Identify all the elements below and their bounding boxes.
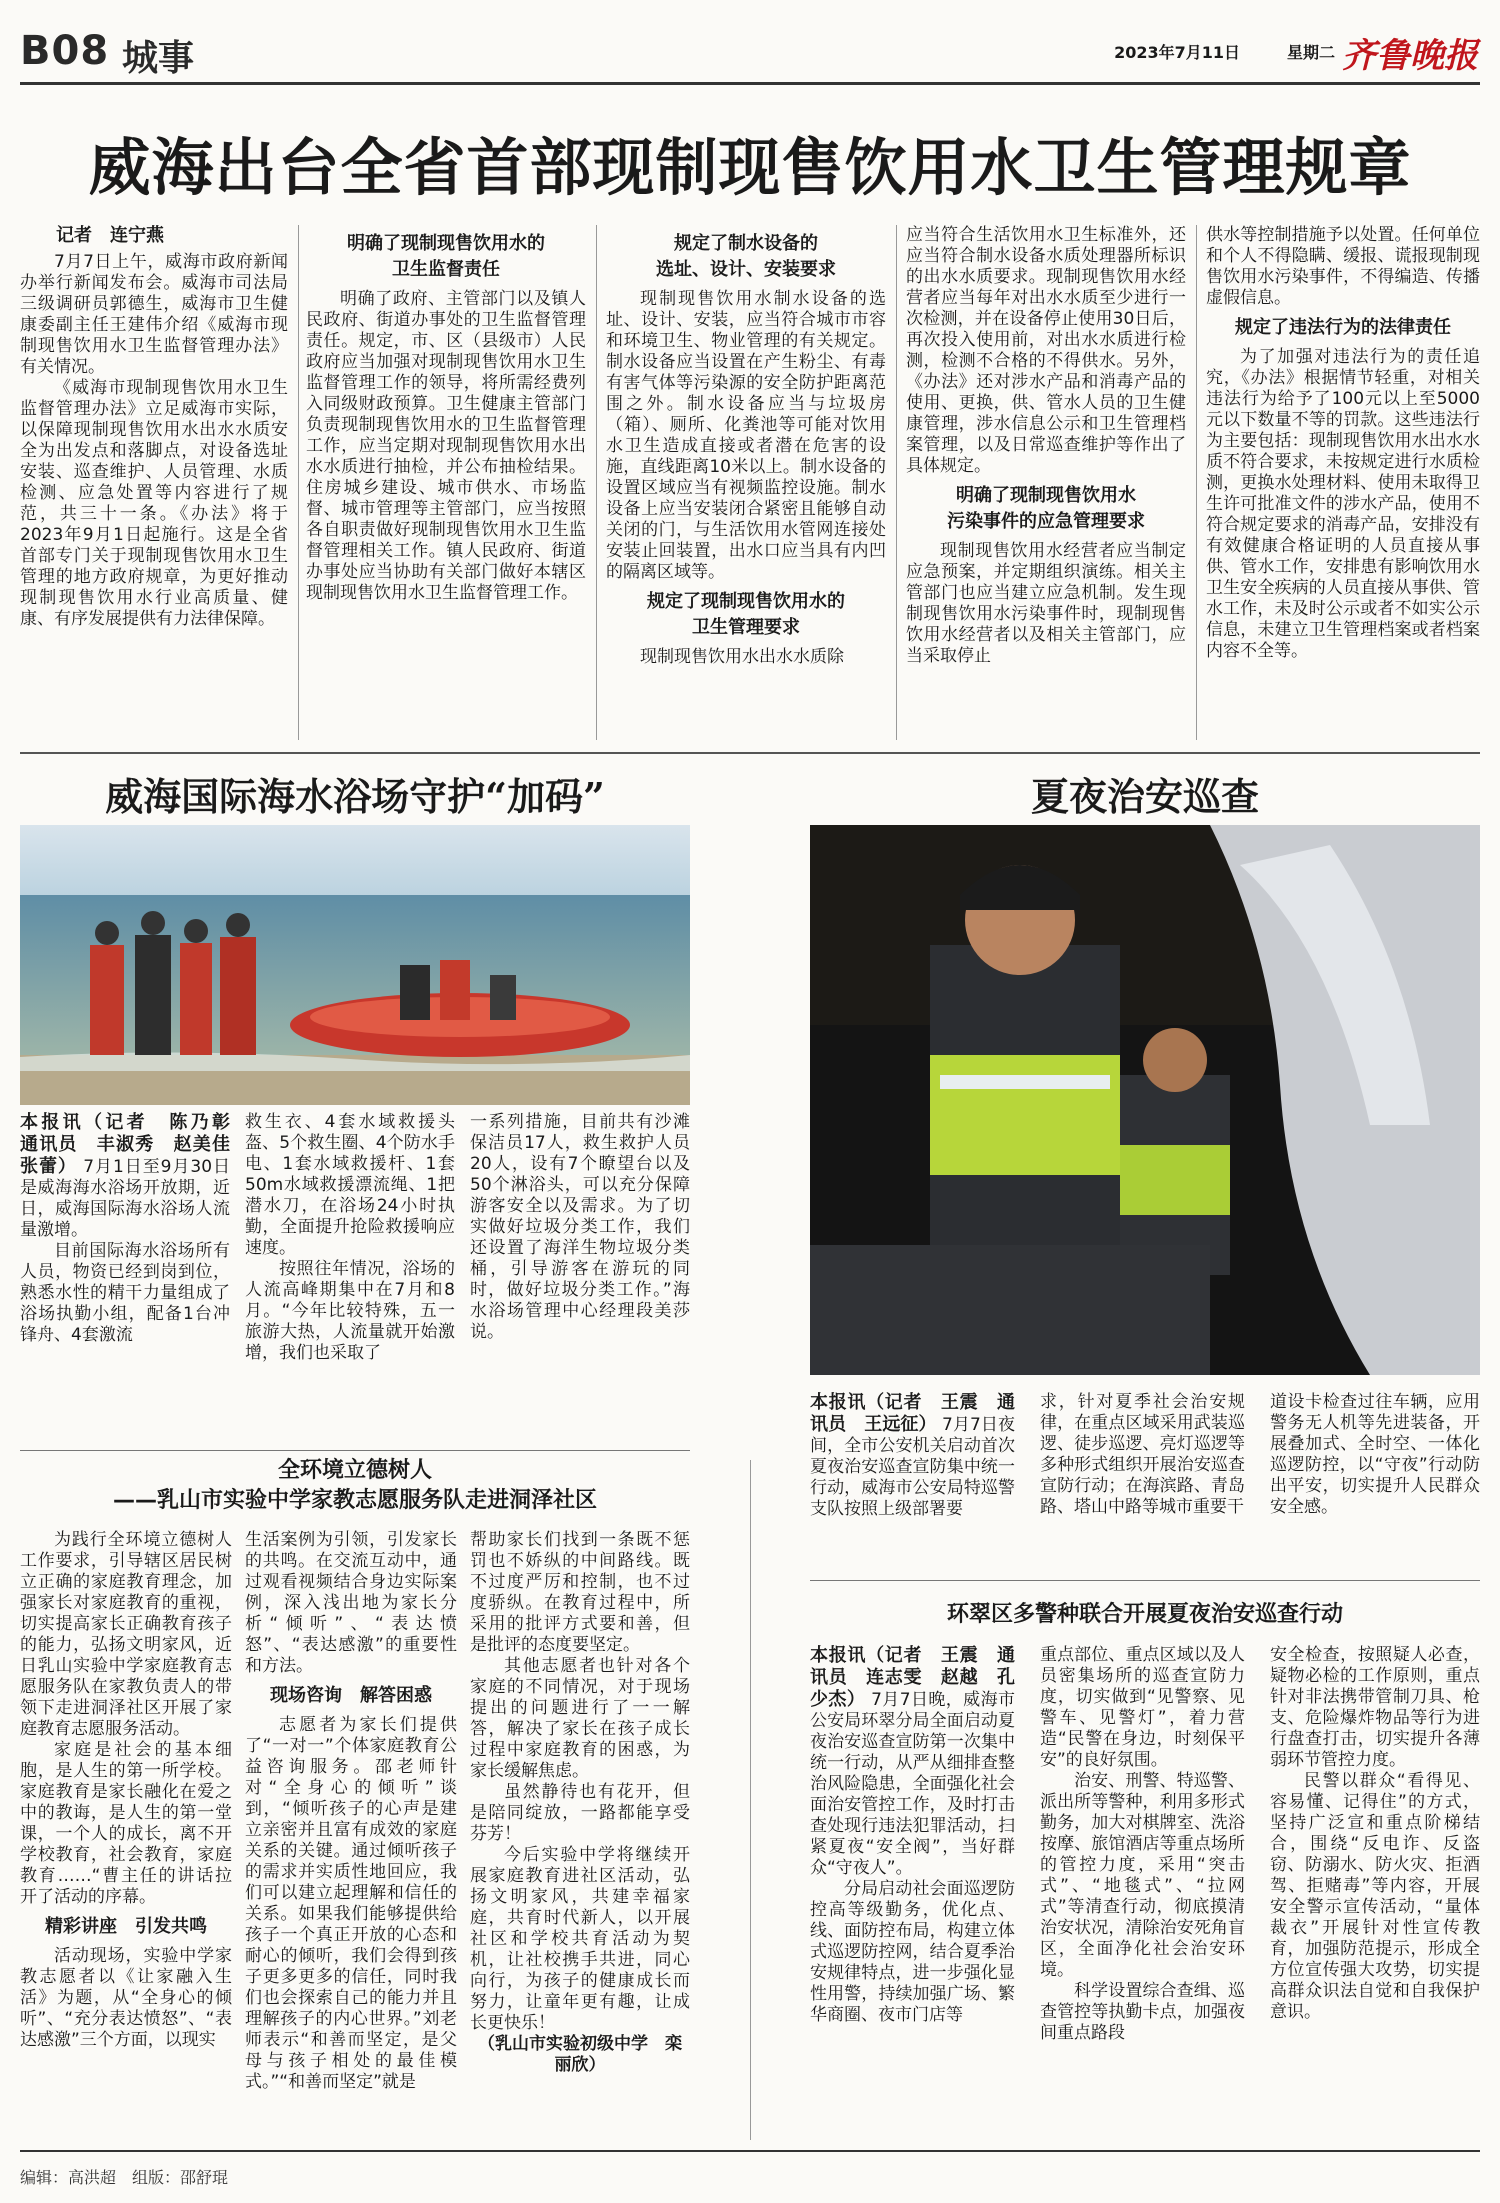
beach-rescue-illustration [20,825,690,1105]
paragraph: 民警以群众“看得见、容易懂、记得住”的方式，坚持广泛宣和重点阶梯结合，围绕“反电诈、反盗窃、防溺水、防火灾、拒酒驾、拒赌毒”等内容，开展安全警示宣传活动，“量体裁衣”开展针对性宣传教育，加强防范提示，形成全方位宣传强大攻势，切实提高群众识法自觉和自我保护意识。 [1270,1771,1480,2022]
paragraph: 救生衣、4套水域救援头盔、5个救生圈、4个防水手电、1套水域救援杆、1套50m水域救援漂流绳、1把潜水刀，在浴场24小时执勤，全面提升抢险救援响应速度。 [245,1112,455,1258]
paragraph: 7月7日上午，威海市政府新闻办举行新闻发布会。威海市司法局三级调研员郭德生，威海市卫生健康委副主任王建伟介绍《威海市现制现售饮用水卫生监督管理办法》有关情况。 [20,252,288,377]
paragraph: 治安、刑警、特巡警、派出所等警种，利用多形式勤务，加大对棋牌室、洗浴按摩、旅馆酒店等重点场所的管控力度，采用“突击式”、“地毯式”、“拉网式”等清查行动，彻底摸清治安状况，清除治安死角盲区，全面净化社会治安环境。 [1040,1771,1245,1980]
column-divider [896,225,897,740]
paragraph: 一系列措施，目前共有沙滩保洁员17人，救生救护人员20人，设有7个瞭望台以及50个淋浴头，可以充分保障游客安全以及需求。为了切实做好垃圾分类工作，我们还设置了海洋生物垃圾分类桶，引导游客在游玩的同时，做好垃圾分类工作。”海水浴场管理中心经理段美莎说。 [470,1112,690,1342]
article1-column-4 [906,225,1186,745]
paragraph: 生活案例为引领，引发家长的共鸣。在交流互动中，通过观看视频结合身边实际案例，深入浅出地为家长分析“倾听”、“表达愤怒”、“表达感激”的重要性和方法。 [245,1530,457,1676]
article5-column-1 [810,1645,1015,2135]
paragraph: 分局启动社会面巡逻防控高等级勤务，优化点、线、面防控布局，构建立体式巡逻防控网，结合夏季治安规律特点，进一步强化显性用警，持续加强广场、繁华商圈、夜市门店等 [810,1879,1015,2025]
paragraph: 家庭是社会的基本细胞，是人生的第一所学校。家庭教育是家长融化在爱之中的教诲，是人生的第一堂课，一个人的成长，离不开学校教育，社会教育，家庭教育……“曹主任的讲话拉开了活动的序幕。 [20,1740,232,1907]
article4-subhead-2: 现场咨询 解答困惑 [270,1685,432,1706]
paragraph: 按照往年情况，浴场的人流高峰期集中在7月和8月。“今年比较特殊，五一旅游大热，人流量就开始激增，我们也采取了 [245,1259,455,1363]
article4-headline-line1: 全环境立德树人 [277,1458,432,1483]
article3-column-1 [810,1392,1015,1592]
paragraph: 现制现售饮用水经营者应当制定应急预案，并定期组织演练。相关主管部门也应当建立应急机制。发生现制现售饮用水污染事件时，现制现售饮用水经营者以及相关主管部门，应当采取停止 [906,541,1186,666]
article1-column-1 [20,225,288,745]
paragraph: 志愿者为家长们提供了“一对一”个体家庭教育公益咨询服务。邵老师针对“全身心的倾听”谈到，“倾听孩子的心声是建立亲密并且富有成效的家庭关系的关键。通过倾听孩子的需求并实质性地回应，我们可以建立起理解和信任的关系。如果我们能够提供给孩子一个真正开放的心态和耐心的倾听，我们会得到孩子更多更多的信任，同时我们也会探索自己的能力并且理解孩子的内心世界。”刘老师表示“和善而坚定，是父母与孩子相处的最佳模式。”“和善而坚定”就是 [245,1715,457,2092]
paragraph: 明确了政府、主管部门以及镇人民政府、街道办事处的卫生监督管理责任。规定，市、区（县级市）人民政府应当加强对现制现售饮用水卫生监督管理工作的领导，将所需经费列入同级财政预算。卫生健康主管部门负责现制现售饮用水的卫生监督管理工作，应当定期对现制现售饮用水出水水质进行抽检，并公布抽检结果。住房城乡建设、城市供水、市场监督、城市管理等主管部门，应当按照各自职责做好现制现售饮用水卫生监督管理相关工作。镇人民政府、街道办事处应当协助有关部门做好本辖区现制现售饮用水卫生监督管理工作。 [306,289,586,603]
article2-column-2 [245,1112,455,1472]
night-patrol-photo [810,825,1480,1375]
article1-subhead-4: 明确了现制现售饮用水 污染事件的应急管理要求 [947,485,1145,532]
article1-column-5 [1206,225,1480,745]
paragraph: 科学设置综合查缉、巡查管控等执勤卡点，加强夜间重点路段 [1040,1981,1245,2043]
paragraph: 道设卡检查过往车辆，应用警务无人机等先进装备，开展叠加式、全时空、一体化巡逻防控，以“守夜”行动防出平安，切实提升人民群众安全感。 [1270,1392,1480,1517]
article4-headline-line2: ——乳山市实验中学家教志愿服务队走进洞泽社区 [112,1488,597,1513]
section-rule [20,1450,690,1451]
article4-column-3 [470,1530,690,2130]
issue-date: 2023年7月11日 [1114,43,1240,62]
newspaper-logo: 齐鲁晚报 [1342,36,1478,76]
article2-headline: 威海国际海水浴场守护“加码” [105,774,605,819]
main-headline: 威海出台全省首部现制现售饮用水卫生管理规章 [88,131,1412,204]
editor-credits: 编辑：高洪超 组版：邵舒琨 [20,2168,229,2187]
article3-column-2 [1040,1392,1245,1592]
masthead-rule [20,82,1480,85]
article1-subhead-2: 规定了制水设备的 选址、设计、安装要求 [656,233,836,280]
paragraph: 今后实验中学将继续开展家庭教育进社区活动，弘扬文明家风，共建幸福家庭，共育时代新人，以开展社区和学校共育活动为契机，让社校携手共进，同心向行，为孩子的健康成长而努力，让童年更有趣，让成长更快乐！ [470,1845,690,2033]
column-divider [298,225,299,740]
footer-rule [20,2150,1480,2152]
paragraph: 活动现场，实验中学家教志愿者以《让家融入生活》为题，从“全身心的倾听”、“充分表达愤怒”、“表达感激”三个方面，以现实 [20,1946,232,2050]
paragraph: 为了加强对违法行为的责任追究，《办法》根据情节轻重，对相关违法行为给予了100元以上至5000元以下数量不等的罚款。这些违法行为主要包括：现制现售饮用水出水水质不符合要求，未按规定进行水质检测，更换水处理材料、使用未取得卫生许可批准文件的涉水产品，使用不符合规定要求的消毒产品，安排没有有效健康合格证明的人员直接从事供、管水工作，安排患有影响饮用水卫生安全疾病的人员直接从事供、管水工作，未及时公示或者不如实公示信息，未建立卫生管理档案或者档案内容不全等。 [1206,347,1480,661]
issue-weekday: 星期二 [1286,43,1335,62]
article4-source: （乳山市实验初级中学 栾丽欣） [478,2034,682,2075]
column-divider [1196,225,1197,740]
paragraph: 安全检查，按照疑人必查，疑物必检的工作原则，重点针对非法携带管制刀具、枪支、危险爆炸物品等行为进行盘查打击，切实提升各薄弱环节管控力度。 [1270,1645,1480,1770]
paragraph: 目前国际海水浴场所有人员，物资已经到岗到位，熟悉水性的精干力量组成了浴场执勤小组，配备1台冲锋舟、4套激流 [20,1241,230,1345]
paragraph: 求，针对夏季社会治安规律，在重点区域采用武装巡逻、徒步巡逻、亮灯巡逻等多种形式组织开展治安巡查宣防行动；在海滨路、青岛路、塔山中路等城市重要干 [1040,1392,1245,1517]
paragraph: 其他志愿者也针对各个家庭的不同情况，对于现场提出的问题进行了一一解答，解决了家长在孩子成长过程中家庭教育的困惑，为家长缓解焦虑。 [470,1656,690,1781]
paragraph: 帮助家长们找到一条既不惩罚也不娇纵的中间路线。既不过度严厉和控制，也不过度骄纵。在教育过程中，所采用的批评方式要和善，但是批评的态度要坚定。 [470,1530,690,1655]
article3-byline: 本报讯（记者 王震 通讯员 王远征） [810,1392,1015,1435]
paragraph: 应当符合生活饮用水卫生标准外，还应当符合制水设备水质处理器所标识的出水水质要求。现制现售饮用水经营者应当每年对出水水质至少进行一次检测，并在设备停止使用30日后，再次投入使用前，对出水水质进行检测，检测不合格的不得供水。另外，《办法》还对涉水产品和消毒产品的使用、更换，供、管水人员的卫生健康管理，涉水信息公示和卫生管理档案管理，以及日常巡查维护等作出了具体规定。 [906,225,1186,476]
paragraph: 现制现售饮用水出水水质除 [640,647,844,667]
article2-column-1 [20,1112,248,1472]
column-divider [750,1460,751,2140]
article4-column-2 [245,1530,457,2130]
paragraph: 7月1日至9月30日是威海海水浴场开放期，近日，威海国际海水浴场人流量激增。 [20,1157,230,1240]
article1-column-2 [306,225,586,745]
article1-subhead-5: 规定了违法行为的法律责任 [1235,317,1451,338]
beach-rescue-photo [20,825,690,1105]
paragraph: 《威海市现制现售饮用水卫生监督管理办法》立足威海市实际，以保障现制现售饮用水出水水质安全为出发点和落脚点，对设备选址安装、巡查维护、人员管理、水质检测、应急处置等内容进行了规范，共三十一条。《办法》将于2023年9月1日起施行。这是全省首部专门关于现制现售饮用水卫生管理的地方政府规章，为更好推动现制现售饮用水行业高质量、健康、有序发展提供有力法律保障。 [20,378,288,629]
article2-column-3 [470,1112,690,1472]
page-code: B08 [20,28,110,74]
night-patrol-illustration [810,825,1480,1375]
article5-byline: 本报讯（记者 王震 通讯员 连志雯 赵越 孔少杰） [810,1645,1015,1710]
article1-subhead-3: 规定了现制现售饮用水的 卫生管理要求 [647,591,845,638]
section-rule [810,1580,1480,1581]
paragraph: 虽然静待也有花开，但是陪同绽放，一路都能享受芬芳！ [470,1782,690,1844]
article5-headline: 环翠区多警种联合开展夏夜治安巡查行动 [946,1602,1343,1627]
article1-subhead-1: 明确了现制现售饮用水的 卫生监督责任 [347,233,545,280]
column-divider [596,225,597,740]
article4-subhead-1: 精彩讲座 引发共鸣 [45,1916,207,1937]
article4-column-1 [20,1530,232,2130]
article1-column-3 [606,225,886,745]
paragraph: 为践行全环境立德树人工作要求，引导辖区居民树立正确的家庭教育理念，加强家长对家庭教育的重视，切实提高家长正确教育孩子的能力，弘扬文明家风，近日乳山实验中学家庭教育志愿服务队在家教负责人的带领下走进洞泽社区开展了家庭教育志愿服务活动。 [20,1530,232,1739]
paragraph: 供水等控制措施予以处置。任何单位和个人不得隐瞒、缓报、谎报现制现售饮用水污染事件，不得编造、传播虚假信息。 [1206,225,1480,308]
section-name: 城事 [122,38,195,79]
article1-byline: 记者 连宁燕 [56,225,164,246]
article3-column-3 [1270,1392,1480,1592]
article5-column-2 [1040,1645,1245,2135]
paragraph: 7月7日晚，威海市公安局环翠分局全面启动夏夜治安巡查宣防第一次集中统一行动，从严从细排查整治风险隐患，全面强化社会面治安管控工作，及时打击查处现行违法犯罪活动，扫紧夏夜“安全阀”，当好群众“守夜人”。 [810,1690,1016,1878]
paragraph: 重点部位、重点区域以及人员密集场所的巡查宣防力度，切实做到“见警察、见警车、见警灯”，着力营造“民警在身边，时刻保平安”的良好氛围。 [1040,1645,1245,1770]
paragraph: 现制现售饮用水制水设备的选址、设计、安装，应当符合城市市容和环境卫生、物业管理的有关规定。制水设备应当设置在产生粉尘、有毒有害气体等污染源的安全防护距离范围之外。制水设备应当与垃圾房（箱）、厕所、化粪池等可能对饮用水卫生造成直接或者潜在危害的设施，直线距离10米以上。制水设备的设置区域应当有视频监控设施。制水设备上应当安装闭合紧密且能够自动关闭的门，与生活饮用水管网连接处安装止回装置，出水口应当具有内凹的隔离区域等。 [606,289,886,582]
paragraph: 7月7日夜间，全市公安机关启动首次夏夜治安巡查宣防集中统一行动，威海市公安局特巡警支队按照上级部署要 [810,1415,1015,1519]
article3-headline: 夏夜治安巡查 [1030,774,1259,819]
article5-column-3 [1270,1645,1480,2135]
article2-byline: 本报讯（记者 陈乃彰 通讯员 丰淑秀 赵美佳 张蕾） [20,1112,248,1177]
section-rule [20,752,1480,754]
